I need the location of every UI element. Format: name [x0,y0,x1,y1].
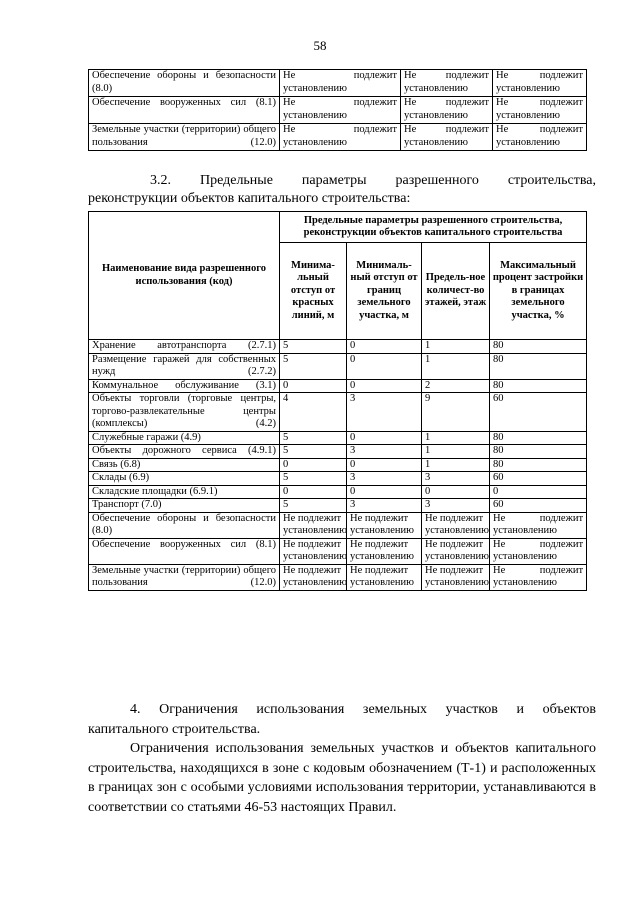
row-name-cell: Служебные гаражи (4.9) [89,431,280,445]
table-row [89,340,587,354]
row-value-cell: 80 [490,340,587,354]
row-value-cell: Не подлежит установлению [280,97,401,124]
row-value-cell: 60 [490,472,587,486]
row-value-cell: Не подлежит установлению [401,70,493,97]
row-value-cell: Не подлежит установлению [422,538,490,564]
row-value-cell: 0 [347,340,422,354]
row-value-cell: Не подлежит установлению [493,124,587,151]
row-value-cell: 5 [280,353,347,379]
row-name-cell: Транспорт (7.0) [89,499,280,513]
row-value-cell: Не подлежит установлению [280,124,401,151]
table-row [89,431,587,445]
row-value-cell: 60 [490,499,587,513]
row-value-cell: 0 [347,485,422,499]
row-value-cell: 3 [422,499,490,513]
section4-title-line2: капитального строительства. [88,721,261,737]
row-value-cell: Не подлежит установлению [347,564,422,590]
row-value-cell: 0 [280,458,347,472]
table-row [89,445,587,459]
row-value-cell: 0 [280,379,347,393]
page-number: 58 [313,38,327,53]
row-value-cell: 80 [490,431,587,445]
row-name-cell: Размещение гаражей для собственных нужд (2.7.2) [89,353,280,379]
table-row [89,472,587,486]
row-value-cell: 80 [490,445,587,459]
row-value-cell: 0 [422,485,490,499]
section-heading [88,172,596,208]
row-value-cell: 5 [280,472,347,486]
table-row [89,564,587,590]
row-value-cell: 2 [422,379,490,393]
row-value-cell: Не подлежит установлению [347,538,422,564]
row-value-cell: Не подлежит установлению [280,70,401,97]
row-value-cell: 1 [422,353,490,379]
row-value-cell: 3 [347,472,422,486]
row-value-cell: 3 [422,472,490,486]
row-name-cell: Объекты дорожного сервиса (4.9.1) [89,445,280,459]
row-value-cell: 5 [280,499,347,513]
row-value-cell: 5 [280,431,347,445]
row-value-cell: 0 [347,353,422,379]
table-row [89,512,587,538]
row-value-cell: Не подлежит установлению [280,512,347,538]
row-value-cell: 4 [280,393,347,432]
table-row [89,353,587,379]
row-value-cell: Не подлежит установлению [422,564,490,590]
section-4 [88,700,596,817]
section4-paragraph: Ограничения использования земельных участков и объектов капитального строительства, находящихся в зоне с кодовым обозначением (Т-1) и расположенных в границах зон с особыми условиями использования территории, устанавливаются в соответствии со статьями 46-53 настоящих Правил. [88,741,596,815]
row-name-cell: Коммунальное обслуживание (3.1) [89,379,280,393]
table-row [89,393,587,432]
row-value-cell: Не подлежит установлению [490,564,587,590]
row-name-cell: Связь (6.8) [89,458,280,472]
section4-title-line1: 4. Ограничения использования земельных участков и объектов [130,702,596,717]
row-value-cell: 1 [422,431,490,445]
row-value-cell: 5 [280,445,347,459]
row-value-cell: Не подлежит установлению [347,512,422,538]
row-value-cell: 3 [347,499,422,513]
row-value-cell: 80 [490,458,587,472]
row-value-cell: 1 [422,445,490,459]
row-value-cell: 0 [347,431,422,445]
table-row [89,485,587,499]
row-name-cell: Склады (6.9) [89,472,280,486]
table-row [89,70,587,97]
header-red-line-setback: Минима-льный отступ от красных линий, м [280,243,347,340]
row-value-cell: Не подлежит установлению [280,564,347,590]
row-value-cell: 60 [490,393,587,432]
row-value-cell: Не подлежит установлению [493,97,587,124]
row-value-cell: 1 [422,458,490,472]
row-value-cell: 5 [280,340,347,354]
heading-line1: 3.2. Предельные параметры разрешенного строительства, [150,173,596,188]
row-value-cell: Не подлежит установлению [490,538,587,564]
row-value-cell: 9 [422,393,490,432]
table-row [89,538,587,564]
row-value-cell: 0 [347,458,422,472]
row-name-cell: Обеспечение вооруженных сил (8.1) [89,97,280,124]
row-value-cell: Не подлежит установлению [401,97,493,124]
row-name-cell: Земельные участки (территории) общего пользования (12.0) [89,564,280,590]
header-group: Предельные параметры разрешенного строительства, реконструкции объектов капитального строительства [280,212,587,243]
header-name-column: Наименование вида разрешенного использования (код) [89,212,280,340]
heading-line2: реконструкции объектов капитального строительства: [88,191,411,206]
row-name-cell: Земельные участки (территории) общего пользования (12.0) [89,124,280,151]
header-max-coverage: Максимальный процент застройки в границах земельного участка, % [490,243,587,340]
row-name-cell: Складские площадки (6.9.1) [89,485,280,499]
row-value-cell: Не подлежит установлению [422,512,490,538]
row-value-cell: 0 [347,379,422,393]
row-name-cell: Обеспечение обороны и безопасности (8.0) [89,512,280,538]
table-row [89,499,587,513]
table-row [89,379,587,393]
row-value-cell: 80 [490,379,587,393]
row-value-cell: 0 [490,485,587,499]
continuation-table [88,69,587,151]
row-value-cell: Не подлежит установлению [280,538,347,564]
row-name-cell: Обеспечение обороны и безопасности (8.0) [89,70,280,97]
row-value-cell: Не подлежит установлению [401,124,493,151]
row-value-cell: Не подлежит установлению [490,512,587,538]
row-name-cell: Хранение автотранспорта (2.7.1) [89,340,280,354]
row-value-cell: 80 [490,353,587,379]
header-max-floors: Предель-ное количест-во этажей, этаж [422,243,490,340]
row-value-cell: 0 [280,485,347,499]
row-name-cell: Обеспечение вооруженных сил (8.1) [89,538,280,564]
row-name-cell: Объекты торговли (торговые центры, торгово-развлекательные центры (комплексы) (4.2) [89,393,280,432]
row-value-cell: Не подлежит установлению [493,70,587,97]
row-value-cell: 1 [422,340,490,354]
table-row [89,97,587,124]
row-value-cell: 3 [347,393,422,432]
table-row [89,458,587,472]
header-boundary-setback: Минималь-ный отступ от границ земельного участка, м [347,243,422,340]
parameters-table [88,211,587,591]
row-value-cell: 3 [347,445,422,459]
table-row [89,124,587,151]
